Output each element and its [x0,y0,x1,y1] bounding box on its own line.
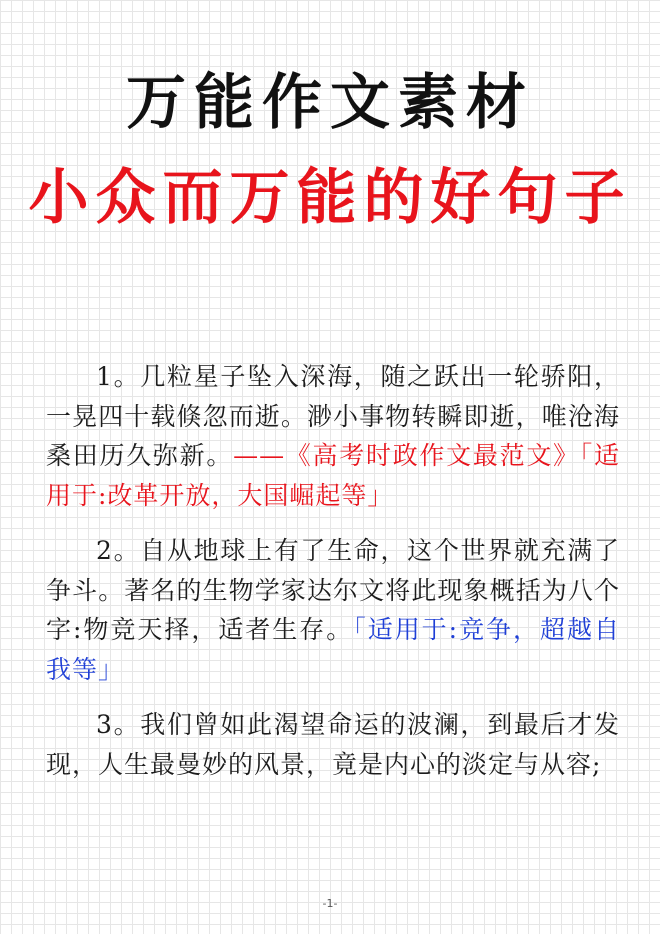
source-note: ——《高考时政作文最范文》「适用于:改革开放，大国崛起等」 [46,441,620,510]
paragraph-1 [46,357,620,515]
paragraph-text: 3。我们曾如此渴望命运的波澜，到最后才发现，人生最曼妙的风景，竟是内心的淡定与从容; [46,710,620,779]
paragraph-text: 1。几粒星子坠入深海，随之跃出一轮骄阳，一晃四十载倏忽而逝。渺小事物转瞬即逝，唯沧海桑田历久弥新。 [46,362,620,470]
paragraph-2 [46,531,620,689]
page-subtitle: 小众而万能的好句子 [28,163,632,233]
page-title: 万能作文素材 [126,68,534,138]
page-number: -1- [322,897,338,910]
paragraph-3 [46,705,620,784]
paragraph-text: 2。自从地球上有了生命，这个世界就充满了争斗。著名的生物学家达尔文将此现象概括为八个字:物竞天择，适者生存。 [46,536,620,644]
article-body [46,357,620,800]
usage-note: 「适用于:竞争，超越自我等」 [46,615,620,684]
